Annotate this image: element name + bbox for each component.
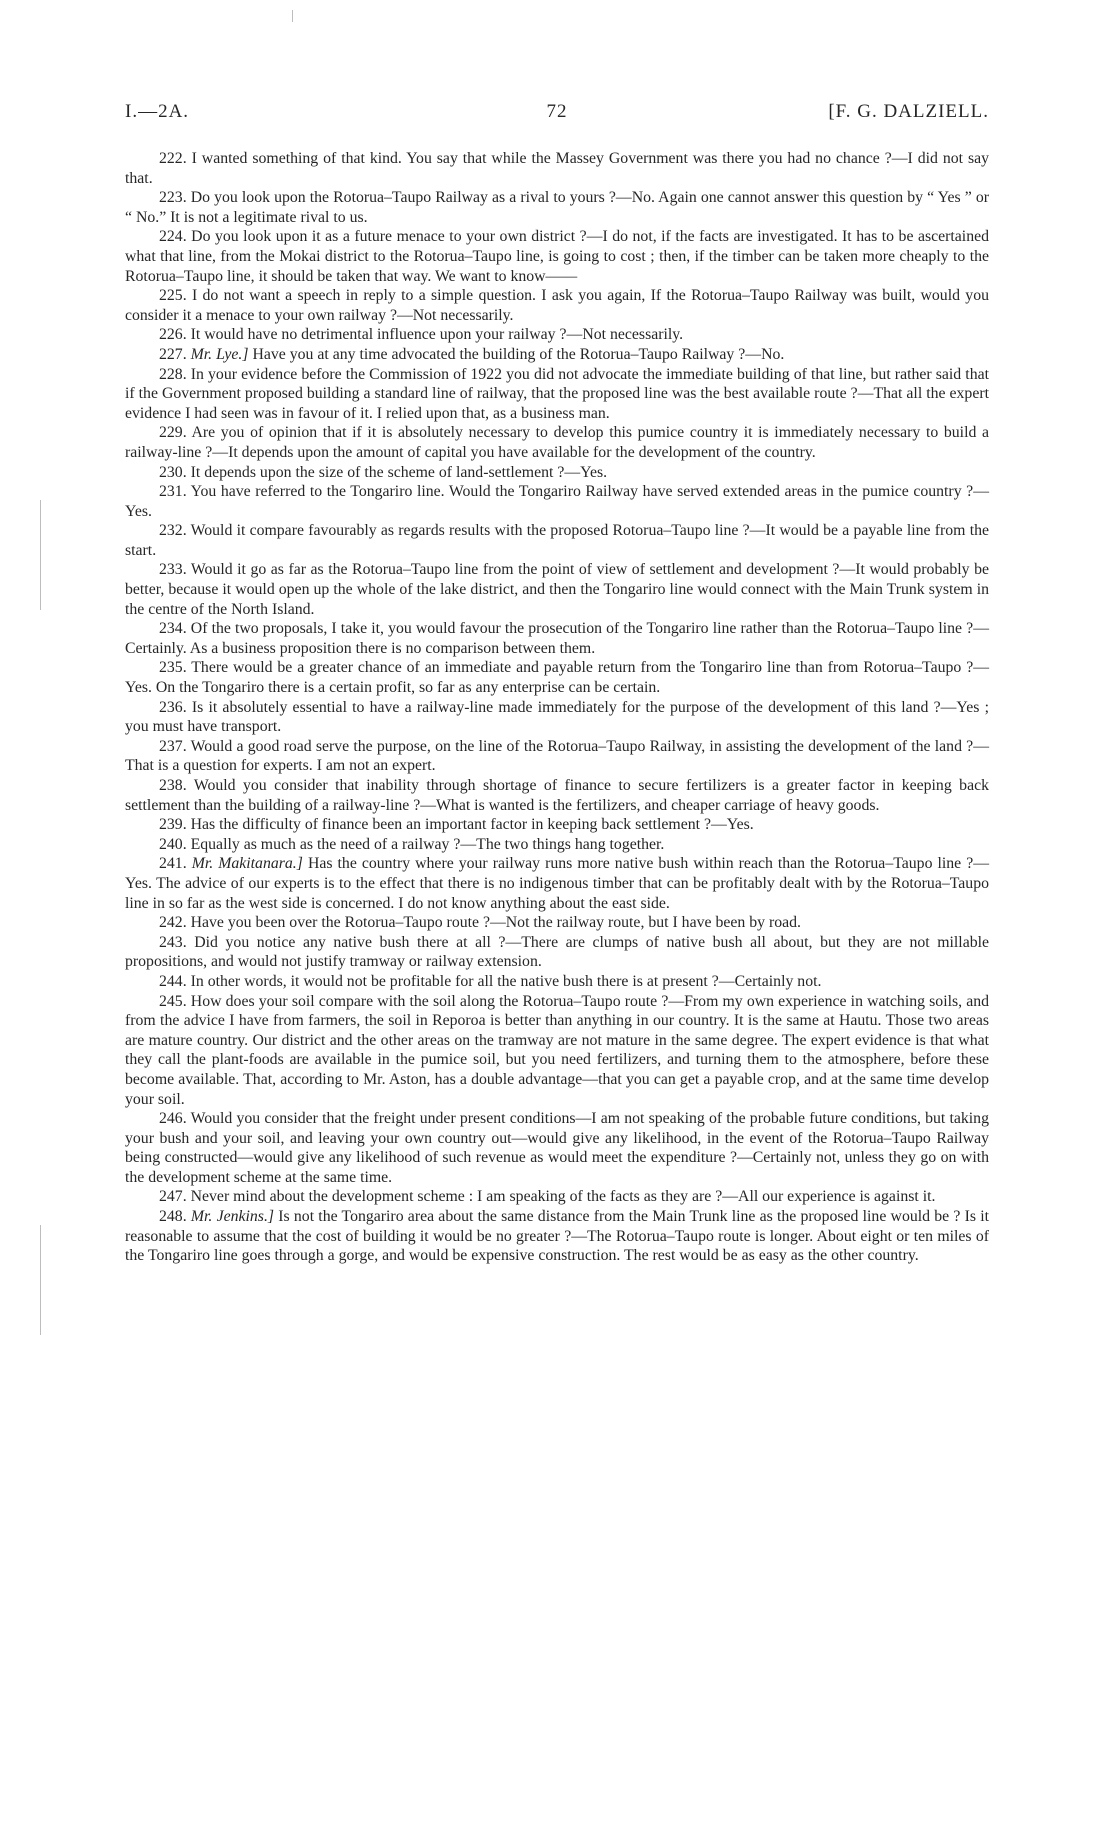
question-number: 239. [159,816,187,834]
question-answer-text: In other words, it would not be profitable for all the native bush there is at present ?—Certainly not. [190,972,822,990]
testimony-paragraph [125,835,989,855]
question-answer-text: Would you consider that the freight under present conditions—I am not speaking of the probable future conditions, but taking your bush and your soil, and leaving your own country out—would give any likelihood, in the event of the Rotorua–Taupo Railway being constructed—would give any likelihood of such revenue as would meet the expenditure ?—Certainly not, unless they go on with the development scheme at the same time. [125,1110,989,1186]
testimony-paragraph [125,560,989,619]
question-answer-text: Are you of opinion that if it is absolutely necessary to develop this pumice country it is immediately necessary to build a railway-line ?—It depends upon the amount of capital you have available for the development of the country. [125,424,990,461]
testimony-paragraph [125,1187,989,1207]
question-number: 236. [159,698,187,716]
testimony-paragraph [125,482,989,521]
question-answer-text: Did you notice any native bush there at all ?—There are clumps of native bush all about, but they are not millable propositions, and would not justify tramway or railway extension. [125,933,989,971]
testimony-body [125,149,989,1266]
testimony-paragraph [125,776,989,815]
question-number: 242. [159,914,187,932]
question-number: 248. [159,1208,187,1226]
testimony-paragraph [125,737,989,776]
scan-mark [292,10,293,22]
question-answer-text: You have referred to the Tongariro line. Would the Tongariro Railway have served extended areas in the pumice country ?—Yes. [125,483,989,520]
speaker-name: Mr. Makitanara.] [191,855,303,873]
testimony-paragraph [125,972,989,992]
testimony-paragraph [125,933,989,972]
question-answer-text: How does your soil compare with the soil along the Rotorua–Taupo route ?—From my own experience in watching soils, and from the advice I have from farmers, the soil in Reporoa is better than anything in our country. It is the same at Hautu. Those two areas are mature country. Our district and the other areas on the tramway are not mature in the same degree. The expert evidence is that what they call the plant-foods are available in the pumice soil, but you need fertilizers, and turning them to the atmosphere, before these become available. That, according to Mr. Aston, has a double advantage—that you can get a payable crop, and at the same time develop your soil. [125,992,990,1108]
question-number: 245. [159,992,187,1010]
testimony-paragraph [125,227,989,286]
question-answer-text: It depends upon the size of the scheme of land-settlement ?—Yes. [190,463,608,481]
page-header [125,101,989,129]
question-answer-text: Do you look upon the Rotorua–Taupo Railway as a rival to yours ?—No. Again one cannot answer this question by “ Yes ” or “ No.” It is not a legitimate rival to us. [125,189,989,226]
question-answer-text: In your evidence before the Commission of 1922 you did not advocate the immediate building of that line, but rather said that if the Government proposed building a standard line of railway, that the proposed line was the best available route ?—That all the expert evidence I had seen was in favour of it. I relied upon that, as a business man. [125,365,989,422]
question-answer-text: I do not want a speech in reply to a simple question. I ask you again, If the Rotorua–Taupo Railway was built, would you consider it a menace to your own railway ?—Not necessarily. [125,287,989,324]
question-number: 222. [159,150,187,167]
question-answer-text: Is not the Tongariro area about the same distance from the Main Trunk line as the proposed line would be ? Is it reasonable to assume that the cost of building it would be no greater ?—The Rotorua–Taupo route is longer. About eight or ten miles of the Tongariro line goes through a gorge, and would be expensive construction. The rest would be as easy as the other country. [125,1208,989,1265]
question-answer-text: Equally as much as the need of a railway ?—The two things hang together. [190,835,665,853]
question-number: 243. [159,933,187,951]
question-answer-text: Have you at any time advocated the building of the Rotorua–Taupo Railway ?—No. [252,345,785,363]
question-answer-text: Do you look upon it as a future menace to your own district ?—I do not, if the facts are investigated. It has to be ascertained what that line, from the Mokai district to the Rotorua–Taupo line, is going to cost ; then, if the timber can be taken more cheaply to the Rotorua–Taupo line, it should be taken that way. We want to know—— [125,228,990,285]
scan-mark [40,1225,41,1335]
question-number: 241. [159,855,187,873]
question-number: 240. [159,835,187,853]
question-answer-text: It would have no detrimental influence upon your railway ?—Not necessarily. [190,326,684,344]
question-number: 237. [159,737,187,755]
question-number: 238. [159,777,187,794]
speaker-name: Mr. Jenkins.] [190,1208,275,1226]
page-number: 72 [546,101,568,122]
testimony-paragraph [125,286,989,325]
question-number: 234. [159,620,187,638]
testimony-paragraph [125,188,989,227]
question-answer-text: Has the difficulty of finance been an important factor in keeping back settlement ?—Yes. [190,816,754,834]
testimony-paragraph [125,619,989,658]
question-number: 247. [159,1188,187,1206]
question-number: 233. [159,561,187,579]
testimony-paragraph [125,1207,989,1266]
testimony-paragraph [125,463,989,483]
question-number: 232. [159,522,187,540]
question-answer-text: I wanted something of that kind. You say that while the Massey Government was there you had no chance ?—I did not say that. [125,150,990,187]
question-number: 235. [159,659,187,677]
question-answer-text: Would a good road serve the purpose, on the line of the Rotorua–Taupo Railway, in assisting the development of the land ?—That is a question for experts. I am not an expert. [125,737,989,775]
testimony-paragraph [125,149,989,188]
testimony-paragraph [125,423,989,462]
question-answer-text: Never mind about the development scheme : I am speaking of the facts as they are ?—All our experience is against it. [190,1188,936,1206]
testimony-paragraph [125,992,989,1110]
question-answer-text: Would it compare favourably as regards results with the proposed Rotorua–Taupo line ?—It would be a payable line from the start. [125,522,989,559]
testimony-paragraph [125,345,989,365]
question-number: 226. [159,326,187,344]
testimony-paragraph [125,521,989,560]
testimony-paragraph [125,658,989,697]
speaker-name: Mr. Lye.] [190,345,249,363]
question-answer-text: Is it absolutely essential to have a railway-line made immediately for the purpose of the development of this land ?—Yes ; you must have transport. [125,698,989,736]
question-number: 229. [159,424,187,442]
question-answer-text: Have you been over the Rotorua–Taupo route ?—Not the railway route, but I have been by road. [190,914,801,932]
testimony-paragraph [125,1109,989,1187]
question-number: 231. [159,483,187,501]
question-number: 224. [159,228,187,246]
question-number: 227. [159,345,187,363]
question-number: 228. [159,365,187,383]
testimony-paragraph [125,854,989,913]
question-number: 244. [159,972,187,990]
testimony-paragraph [125,913,989,933]
testimony-paragraph [125,325,989,345]
question-number: 223. [159,189,187,207]
testimony-paragraph [125,698,989,737]
scan-mark [40,500,41,610]
witness-name: [F. G. DALZIELL. [828,101,989,122]
document-reference: I.—2A. [125,101,190,122]
question-number: 246. [159,1110,187,1128]
testimony-paragraph [125,815,989,835]
question-number: 225. [159,287,187,305]
testimony-paragraph [125,365,989,424]
question-answer-text: Would you consider that inability through shortage of finance to secure fertilizers is a greater factor in keeping back settlement than the building of a railway-line ?—What is wanted is the fertilizers, and cheaper carriage of heavy goods. [125,777,989,814]
question-answer-text: Of the two proposals, I take it, you would favour the prosecution of the Tongariro line rather than the Rotorua–Taupo line ?—Certainly. As a business proposition there is no comparison between them. [125,620,989,657]
question-number: 230. [159,463,187,481]
question-answer-text: There would be a greater chance of an immediate and payable return from the Tongariro line than from Rotorua–Taupo ?—Yes. On the Tongariro there is a certain profit, so far as any enterprise can be certain. [125,659,989,697]
question-answer-text: Would it go as far as the Rotorua–Taupo line from the point of view of settlement and development ?—It would probably be better, because it would open up the whole of the lake district, and then the Tongariro line would connect with the Main Trunk system in the centre of the North Island. [125,561,989,618]
question-answer-text: Has the country where your railway runs more native bush within reach than the Rotorua–Taupo line ?—Yes. The advice of our experts is to the effect that there is no indigenous timber that can be profitably dealt with by the Rotorua–Taupo line in so far as the west side is concerned. I do not know anything about the east side. [125,855,990,912]
